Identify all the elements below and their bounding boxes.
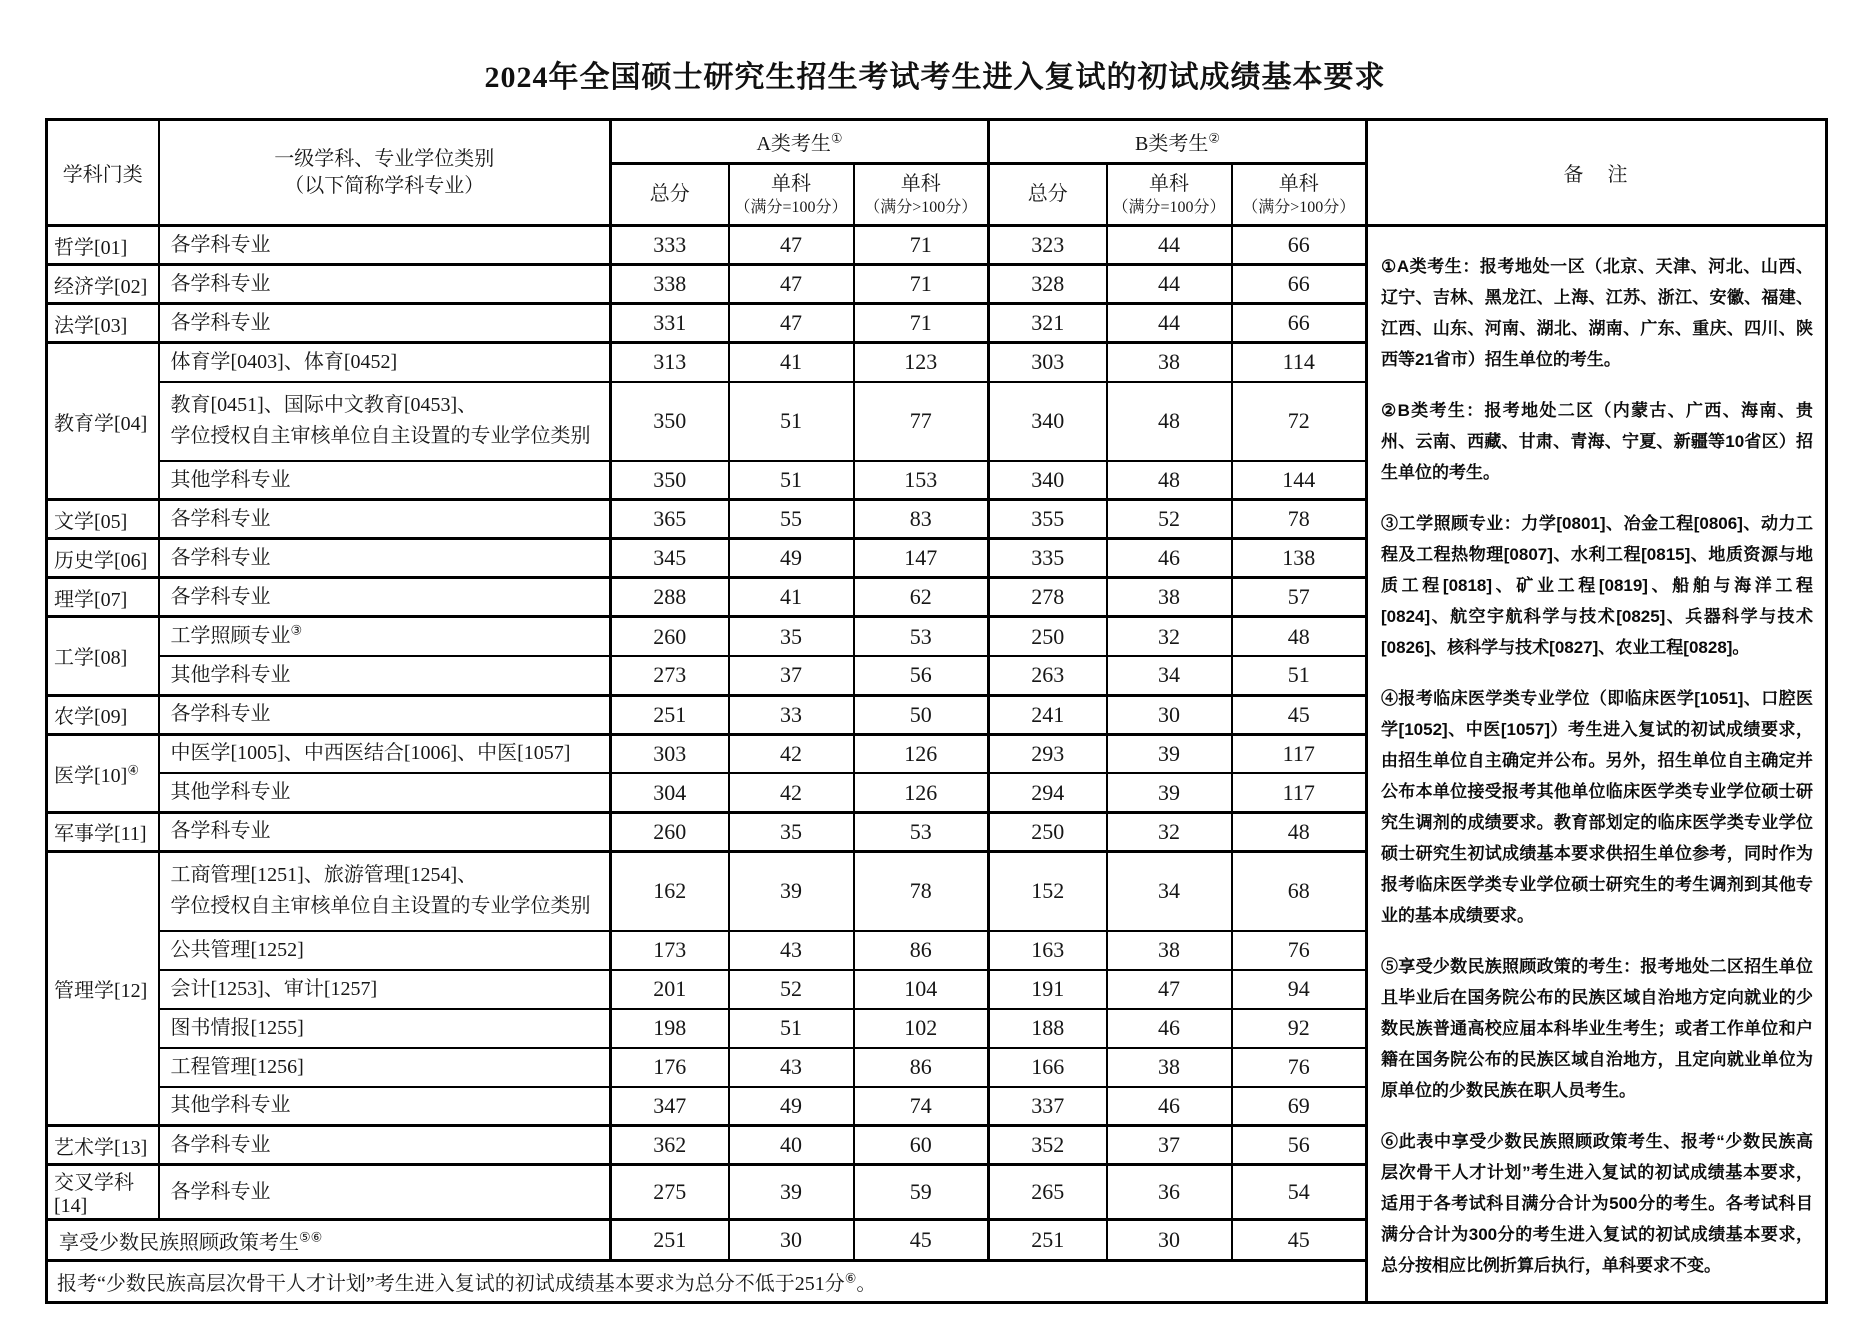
footer-note-tail: 。 (856, 1273, 877, 1295)
discipline-header-line2: （以下简称学科专业） (284, 174, 485, 197)
category-cell (47, 539, 159, 578)
score-cell: 42 (729, 773, 854, 812)
score-cell: 51 (1232, 656, 1367, 695)
score-cell: 37 (1107, 1126, 1232, 1165)
discipline-label (171, 891, 610, 922)
score-cell: 66 (1232, 226, 1367, 265)
score-cell: 251 (611, 1220, 729, 1261)
score-cell: 335 (989, 539, 1107, 578)
discipline-label (171, 1177, 610, 1208)
score-cell: 40 (729, 1126, 854, 1165)
score-cell: 144 (1232, 461, 1367, 500)
remark-note: ⑤享受少数民族照顾政策的考生：报考地处二区招生单位且毕业后在国务院公布的民族区域自治地方定向就业的少数民族普通高校应届本科毕业生考生；或者工作单位和户籍在国务院公布的民族区域自治地方，且定向就业单位为原单位的少数民族在职人员考生。 (1381, 957, 1814, 1100)
score-cell: 313 (611, 343, 729, 382)
discipline-cell (159, 500, 611, 539)
score-cell: 123 (854, 343, 989, 382)
discipline-text: 各学科专业 (170, 820, 271, 843)
score-cell: 117 (1232, 734, 1367, 773)
score-cell: 86 (854, 931, 989, 970)
score-cell: 275 (611, 1165, 729, 1220)
category-label: 农学[09] (54, 706, 128, 728)
a-singleover100-paren: （满分>100分） (864, 198, 978, 216)
score-cell: 39 (729, 1165, 854, 1220)
minority-policy-footnote-mark: ⑤⑥ (299, 1228, 323, 1244)
discipline-cell (159, 1009, 611, 1048)
col-header-group-a (611, 120, 989, 164)
discipline-label (171, 230, 610, 261)
score-cell: 340 (989, 461, 1107, 500)
discipline-cell (159, 851, 611, 930)
score-cell: 76 (1232, 1048, 1367, 1087)
score-cell: 362 (611, 1126, 729, 1165)
category-label: 教育学[04] (54, 412, 148, 435)
a-single100-label: 单科 (771, 172, 811, 195)
discipline-cell (159, 1165, 611, 1220)
category-label: 管理学[12] (54, 979, 148, 1002)
score-cell: 47 (1107, 970, 1232, 1009)
remark-note: ①A类考生：报考地处一区（北京、天津、河北、山西、辽宁、吉林、黑龙江、上海、江苏、浙江、安徽、福建、江西、山东、河南、湖北、湖南、广东、重庆、四川、陕西等21省市）招生单位的考生。 (1381, 257, 1814, 369)
discipline-label (171, 543, 610, 574)
group-b-label: B类考生 (1135, 133, 1209, 155)
footer-note-cell (47, 1261, 1367, 1303)
score-cell: 36 (1107, 1165, 1232, 1220)
score-cell: 250 (989, 617, 1107, 656)
score-cell: 138 (1232, 539, 1367, 578)
a-total-label: 总分 (649, 183, 690, 205)
discipline-label (171, 1130, 610, 1161)
discipline-cell (159, 1087, 611, 1126)
score-cell: 55 (729, 500, 854, 539)
discipline-label (171, 860, 610, 891)
score-cell: 66 (1232, 304, 1367, 343)
a-singleover100-label: 单科 (900, 172, 941, 195)
score-cell: 260 (611, 617, 729, 656)
discipline-text: 中医学[1005]、中西医结合[1006]、中医[1057] (170, 742, 571, 765)
footer-footnote-mark: ⑥ (844, 1270, 857, 1286)
score-cell: 44 (1107, 304, 1232, 343)
discipline-text: 会计[1253]、审计[1257] (170, 977, 378, 1000)
remark-note: ④报考临床医学类专业学位（即临床医学[1051]、口腔医学[1052]、中医[1057]）考生进入复试的初试成绩要求，由招生单位自主确定并公布。另外，招生单位自主确定并公布本单位接受报考其他单位临床医学类专业学位硕士研究生调剂的成绩要求。教育部划定的临床医学类专业学位硕士研究生初试成绩基本要求供招生单位参考，同时作为报考临床医学类专业学位硕士研究生的考生调剂到其他专业的基本成绩要求。 (1381, 689, 1814, 925)
category-cell (47, 304, 159, 343)
col-header-a-singleover100 (854, 164, 989, 226)
score-cell: 350 (611, 382, 729, 461)
category-cell (47, 343, 159, 500)
discipline-text: 其他学科专业 (170, 781, 291, 803)
discipline-cell (159, 695, 611, 734)
discipline-text: 学位授权自主审核单位自主设置的专业学位类别 (170, 425, 591, 448)
b-singleover100-label: 单科 (1278, 172, 1319, 195)
category-cell (47, 1165, 159, 1220)
group-a-label: A类考生 (756, 133, 831, 155)
score-cell: 117 (1232, 773, 1367, 812)
score-cell: 241 (989, 695, 1107, 734)
score-cell: 39 (1107, 773, 1232, 812)
score-cell: 323 (989, 226, 1107, 265)
discipline-cell (159, 931, 611, 970)
score-cell: 32 (1107, 812, 1232, 851)
score-cell: 30 (1107, 1220, 1232, 1261)
score-cell: 33 (729, 695, 854, 734)
col-header-b-total (989, 164, 1107, 226)
score-cell: 350 (611, 461, 729, 500)
discipline-label (171, 465, 610, 496)
col-header-b-single100 (1107, 164, 1232, 226)
score-cell: 59 (854, 1165, 989, 1220)
score-cell: 198 (611, 1009, 729, 1048)
score-cell: 34 (1107, 656, 1232, 695)
score-cell: 166 (989, 1048, 1107, 1087)
score-cell: 38 (1107, 931, 1232, 970)
discipline-cell (159, 773, 611, 812)
category-footnote-mark: ④ (127, 761, 139, 777)
discipline-text: 其他学科专业 (170, 663, 291, 686)
score-cell: 32 (1107, 617, 1232, 656)
score-cell: 44 (1107, 226, 1232, 265)
score-cell: 30 (1107, 695, 1232, 734)
score-cell: 340 (989, 382, 1107, 461)
category-label: 历史学[06] (54, 549, 148, 572)
col-header-group-b (989, 120, 1367, 164)
remark-note: ③工学照顾专业：力学[0801]、冶金工程[0806]、动力工程及工程热物理[0807]、水利工程[0815]、地质资源与地质工程[0818]、矿业工程[0819]、船舶与海洋工程[0824]、航空宇航科学与技术[0825]、兵器科学与技术[0826]、核科学与技术[0827]、农业工程[0828]。 (1381, 514, 1814, 657)
score-cell: 48 (1107, 461, 1232, 500)
score-cell: 30 (729, 1220, 854, 1261)
discipline-label (171, 738, 610, 769)
score-cell: 51 (729, 461, 854, 500)
score-cell: 304 (611, 773, 729, 812)
score-cell: 56 (854, 656, 989, 695)
score-cell: 46 (1107, 1009, 1232, 1048)
score-cell: 52 (1107, 500, 1232, 539)
discipline-label (171, 816, 610, 847)
col-header-remark: 备 注 (1367, 120, 1827, 226)
remark-note: ②B类考生：报考地处二区（内蒙古、广西、海南、贵州、云南、西藏、甘肃、青海、宁夏、新疆等10省区）招生单位的考生。 (1381, 401, 1814, 482)
group-a-footnote-mark: ① (830, 130, 843, 146)
score-cell: 62 (854, 578, 989, 617)
header-row-1 (47, 120, 1827, 164)
discipline-text: 工学照顾专业 (170, 625, 291, 648)
page-title: 2024年全国硕士研究生招生考试考生进入复试的初试成绩基本要求 (484, 61, 1386, 94)
category-label: 哲学[01] (54, 236, 128, 259)
score-cell: 321 (989, 304, 1107, 343)
score-cell: 72 (1232, 382, 1367, 461)
score-cell: 337 (989, 1087, 1107, 1126)
discipline-label (171, 347, 610, 378)
score-cell: 347 (611, 1087, 729, 1126)
score-cell: 47 (729, 304, 854, 343)
a-single100-paren: （满分=100分） (734, 198, 848, 216)
score-cell: 50 (854, 695, 989, 734)
discipline-cell (159, 617, 611, 656)
score-cell: 288 (611, 578, 729, 617)
score-cell: 294 (989, 773, 1107, 812)
b-single100-paren: （满分=100分） (1112, 198, 1226, 216)
score-cell: 345 (611, 539, 729, 578)
discipline-cell (159, 734, 611, 773)
remark-note: ⑥此表中享受少数民族照顾政策考生、报考“少数民族高层次骨干人才计划”考生进入复试的初试成绩基本要求，适用于各考试科目满分合计为500分的考生。各考试科目满分合计为300分的考生进入复试的初试成绩基本要求，总分按相应比例折算后执行，单科要求不变。 (1381, 1132, 1814, 1275)
score-cell: 45 (1232, 1220, 1367, 1261)
score-cell: 34 (1107, 851, 1232, 930)
discipline-text: 其他学科专业 (170, 468, 291, 491)
score-cell: 338 (611, 265, 729, 304)
score-cell: 201 (611, 970, 729, 1009)
category-label: 艺术学[13] (54, 1136, 148, 1159)
score-cell: 102 (854, 1009, 989, 1048)
discipline-cell (159, 461, 611, 500)
category-cell (47, 812, 159, 851)
category-label: 交叉学科[14] (54, 1172, 134, 1217)
remark-cell (1367, 226, 1827, 1303)
score-cell: 251 (611, 695, 729, 734)
score-cell: 153 (854, 461, 989, 500)
category-cell (47, 734, 159, 812)
score-cell: 260 (611, 812, 729, 851)
discipline-text: 各学科专业 (170, 1133, 271, 1156)
score-cell: 147 (854, 539, 989, 578)
score-cell: 104 (854, 970, 989, 1009)
score-cell: 83 (854, 500, 989, 539)
score-cell: 114 (1232, 343, 1367, 382)
score-cell: 51 (729, 382, 854, 461)
col-header-b-singleover100 (1232, 164, 1367, 226)
score-cell: 278 (989, 578, 1107, 617)
score-cell: 49 (729, 1087, 854, 1126)
category-cell (47, 851, 159, 1125)
score-cell: 69 (1232, 1087, 1367, 1126)
discipline-text: 各学科专业 (170, 546, 271, 569)
discipline-text: 图书情报[1255] (170, 1016, 304, 1039)
discipline-cell (159, 656, 611, 695)
score-cell: 39 (729, 851, 854, 930)
discipline-text: 各学科专业 (170, 585, 271, 608)
score-cell: 41 (729, 343, 854, 382)
score-cell: 52 (729, 970, 854, 1009)
score-cell: 333 (611, 226, 729, 265)
score-cell: 303 (611, 734, 729, 773)
group-b-footnote-mark: ② (1208, 130, 1220, 146)
discipline-text: 各学科专业 (170, 311, 271, 334)
category-cell (47, 1126, 159, 1165)
score-cell: 53 (854, 617, 989, 656)
discipline-label (171, 308, 610, 339)
col-header-discipline (159, 120, 611, 226)
score-cell: 77 (854, 382, 989, 461)
score-cell: 38 (1107, 343, 1232, 382)
score-cell: 162 (611, 851, 729, 930)
category-label: 理学[07] (54, 588, 128, 611)
score-cell: 56 (1232, 1126, 1367, 1165)
discipline-header-line1: 一级学科、专业学位类别 (274, 147, 495, 170)
category-cell (47, 578, 159, 617)
discipline-text: 公共管理[1252] (170, 938, 304, 961)
category-cell (47, 617, 159, 695)
discipline-cell (159, 304, 611, 343)
score-cell: 355 (989, 500, 1107, 539)
score-cell: 68 (1232, 851, 1367, 930)
category-cell (47, 226, 159, 265)
score-cell: 43 (729, 1048, 854, 1087)
category-label: 经济学[02] (54, 275, 148, 298)
minority-policy-label-cell (47, 1220, 611, 1261)
discipline-label (171, 421, 610, 452)
discipline-cell (159, 539, 611, 578)
discipline-label (171, 621, 610, 652)
category-cell (47, 265, 159, 304)
discipline-cell (159, 1048, 611, 1087)
discipline-text: 各学科专业 (170, 1180, 271, 1203)
score-cell: 44 (1107, 265, 1232, 304)
discipline-cell (159, 265, 611, 304)
discipline-cell (159, 812, 611, 851)
discipline-cell (159, 226, 611, 265)
discipline-label (171, 974, 610, 1005)
discipline-cell (159, 382, 611, 461)
discipline-label (171, 1013, 610, 1044)
b-total-label: 总分 (1027, 183, 1068, 205)
score-cell: 173 (611, 931, 729, 970)
score-cell: 47 (729, 265, 854, 304)
score-cell: 54 (1232, 1165, 1367, 1220)
discipline-footnote-mark: ③ (290, 622, 303, 638)
col-header-a-total (611, 164, 729, 226)
score-cell: 126 (854, 773, 989, 812)
score-cell: 48 (1232, 812, 1367, 851)
col-header-a-single100 (729, 164, 854, 226)
score-cell: 48 (1232, 617, 1367, 656)
discipline-text: 教育[0451]、国际中文教育[0453]、 (170, 394, 478, 417)
discipline-label (171, 699, 610, 730)
category-label: 军事学[11] (54, 823, 147, 846)
discipline-text: 学位授权自主审核单位自主设置的专业学位类别 (170, 895, 591, 918)
score-cell: 66 (1232, 265, 1367, 304)
score-cell: 49 (729, 539, 854, 578)
score-cell: 152 (989, 851, 1107, 930)
score-cell: 74 (854, 1087, 989, 1126)
score-cell: 71 (854, 304, 989, 343)
score-cell: 35 (729, 812, 854, 851)
discipline-label (171, 777, 610, 808)
score-cell: 78 (1232, 500, 1367, 539)
discipline-text: 其他学科专业 (170, 1094, 291, 1117)
score-cell: 92 (1232, 1009, 1367, 1048)
score-cell: 328 (989, 265, 1107, 304)
score-cell: 331 (611, 304, 729, 343)
score-cell: 47 (729, 226, 854, 265)
score-table (45, 118, 1828, 1304)
category-cell (47, 695, 159, 734)
score-cell: 365 (611, 500, 729, 539)
score-cell: 46 (1107, 539, 1232, 578)
category-cell (47, 500, 159, 539)
score-cell: 188 (989, 1009, 1107, 1048)
discipline-label (171, 582, 610, 613)
footer-note-text: 报考“少数民族高层次骨干人才计划”考生进入复试的初试成绩基本要求为总分不低于251分 (57, 1273, 845, 1295)
score-cell: 38 (1107, 1048, 1232, 1087)
score-cell: 71 (854, 226, 989, 265)
score-cell: 71 (854, 265, 989, 304)
table-row (47, 226, 1827, 265)
score-cell: 42 (729, 734, 854, 773)
score-cell: 45 (1232, 695, 1367, 734)
score-cell: 46 (1107, 1087, 1232, 1126)
discipline-text: 工程管理[1256] (170, 1055, 304, 1078)
score-cell: 39 (1107, 734, 1232, 773)
score-cell: 293 (989, 734, 1107, 773)
discipline-label (171, 660, 610, 691)
discipline-text: 工商管理[1251]、旅游管理[1254]、 (170, 864, 478, 887)
minority-policy-label: 享受少数民族照顾政策考生 (59, 1231, 299, 1254)
score-cell: 43 (729, 931, 854, 970)
b-singleover100-paren: （满分>100分） (1242, 198, 1356, 216)
discipline-text: 各学科专业 (170, 233, 271, 256)
score-cell: 251 (989, 1220, 1107, 1261)
score-cell: 51 (729, 1009, 854, 1048)
score-cell: 45 (854, 1220, 989, 1261)
discipline-label (171, 504, 610, 535)
score-cell: 176 (611, 1048, 729, 1087)
score-cell: 48 (1107, 382, 1232, 461)
score-cell: 38 (1107, 578, 1232, 617)
score-cell: 265 (989, 1165, 1107, 1220)
score-cell: 37 (729, 656, 854, 695)
score-cell: 263 (989, 656, 1107, 695)
category-label: 法学[03] (54, 314, 128, 337)
score-cell: 78 (854, 851, 989, 930)
discipline-label (171, 390, 610, 421)
discipline-label (171, 935, 610, 966)
score-cell: 41 (729, 578, 854, 617)
discipline-cell (159, 1126, 611, 1165)
score-cell: 126 (854, 734, 989, 773)
score-cell: 53 (854, 812, 989, 851)
score-cell: 57 (1232, 578, 1367, 617)
discipline-label (171, 1090, 610, 1121)
score-cell: 86 (854, 1048, 989, 1087)
score-cell: 191 (989, 970, 1107, 1009)
category-label: 工学[08] (54, 647, 128, 670)
score-cell: 35 (729, 617, 854, 656)
category-label: 文学[05] (54, 510, 128, 533)
category-label: 医学[10] (54, 764, 128, 787)
score-cell: 76 (1232, 931, 1367, 970)
b-single100-label: 单科 (1149, 172, 1189, 195)
score-cell: 60 (854, 1126, 989, 1165)
discipline-text: 体育学[0403]、体育[0452] (170, 350, 398, 373)
score-cell: 163 (989, 931, 1107, 970)
discipline-label (171, 269, 610, 300)
discipline-cell (159, 343, 611, 382)
score-cell: 352 (989, 1126, 1107, 1165)
discipline-text: 各学科专业 (170, 703, 271, 725)
discipline-cell (159, 970, 611, 1009)
discipline-text: 各学科专业 (170, 507, 271, 530)
score-cell: 273 (611, 656, 729, 695)
col-header-subject-category: 学科门类 (47, 120, 159, 226)
score-cell: 94 (1232, 970, 1367, 1009)
score-cell: 250 (989, 812, 1107, 851)
score-cell: 303 (989, 343, 1107, 382)
discipline-label (171, 1052, 610, 1083)
discipline-text: 各学科专业 (170, 272, 271, 295)
discipline-cell (159, 578, 611, 617)
